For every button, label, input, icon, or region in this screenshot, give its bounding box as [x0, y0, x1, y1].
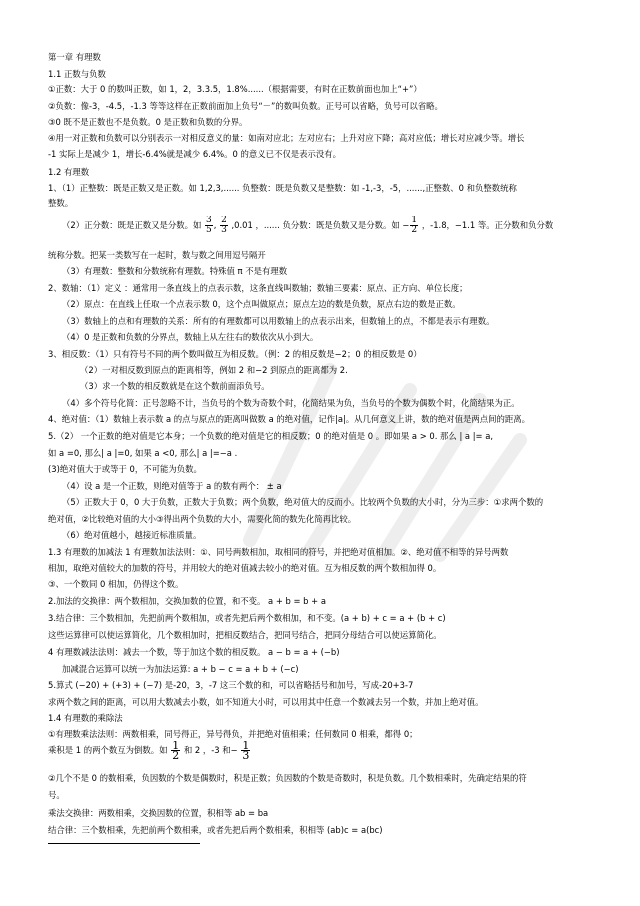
minus-sign: −	[402, 220, 410, 230]
text-line: 4、绝对值：（1）数轴上表示数 a 的点与原点的距离叫做数 a 的绝对值，记作|a|。从几何意义上讲，数的绝对值是两点间的距离。	[48, 414, 531, 424]
text-line: (3)绝对值大于或等于 0，不可能为负数。	[48, 464, 202, 474]
footnote-divider	[48, 843, 200, 844]
text-line: 1、（1）正整数：既是正数又是正数。如 1,2,3,...... 负整数：既是负数又是整数：如 -1,-3，-5，......,正整数、0 和负整数统称	[48, 183, 517, 193]
text-line: 2.加法的交换律：两个数相加，交换加数的位置，和不变。 a + b = b + a	[48, 596, 326, 606]
reciprocal-line	[48, 741, 622, 760]
text-line: （4）设 a 是一个正数，则绝对值等于 a 的数有两个： ± a	[62, 481, 282, 491]
text-line: （2）原点：在直线上任取一个点表示数 0，这个点叫做原点；原点左边的数是负数，原点右边的数是正数。	[62, 299, 461, 309]
text-line: 第一章 有理数	[48, 52, 101, 62]
text-line: （3）有理数：整数和分数统称有理数。特殊值 π 不是有理数	[62, 266, 288, 276]
fraction-denominator: 2	[411, 225, 418, 235]
text-line: 3.结合律：三个数相加，先把前两个数相加，或者先把后两个数相加，和不变。(a + b) + c = a + (b + c)	[48, 613, 446, 623]
text-line: 相加，取绝对值较大的加数的符号，并用较大的绝对值减去较小的绝对值。互为相反数的两个数相加得 0。	[48, 563, 442, 573]
text-line: （4）多个符号化简：正号忽略不计，当负号的个数为奇数个时，化简结果为负，当负号的个数为偶数个时，化简结果为正。	[62, 398, 520, 408]
text-line: ②几个不是 0 的数相乘，负因数的个数是偶数时，积是正数；负因数的个数是奇数时，积是负数。几个数相乘时，先确定结果的符	[48, 773, 527, 783]
text-line: 加减混合运算可以统一为加法运算: a + b − c = a + b + (−c)	[62, 664, 299, 674]
text-line: 乘法交换律：两数相乘，交换因数的位置，积相等 ab = ba	[48, 808, 269, 818]
fraction-1-3	[241, 741, 250, 760]
fraction-line-tail: ，-1.8，−1.1 等。正分数和负分数	[421, 220, 554, 230]
text-line: （3）求一个数的相反数就是在这个数前面添负号。	[80, 381, 270, 391]
fraction-numerator: 2	[221, 216, 227, 225]
fraction-1-2	[171, 741, 180, 760]
text-line: 如 a =0, 那么| a |=0, 如果 a <0, 那么| a |=−a .	[48, 448, 238, 458]
fraction-line-prefix: （2）正分数：既是正数又是分数。如	[62, 220, 202, 230]
text-line: 结合律：三个数相乘，先把前两个数相乘，或者先把后两个数相乘，积相等 (ab)c = a(bc)	[48, 825, 383, 835]
fraction-line-middle: ,0.01 ，...... 负分数：既是负数又是分数。如	[231, 220, 400, 230]
text-line: 整数。	[48, 198, 74, 208]
fraction-denominator: 2	[172, 749, 180, 760]
text-line: ③0 既不是正数也不是负数。0 是正数和负数的分界。	[48, 117, 248, 127]
fraction-denominator: 5	[206, 225, 212, 235]
text-line: -1 实际上是减少 1，增长-6.4%就是减少 6.4%。0 的意义已不仅是表示没有。	[48, 149, 341, 159]
fraction-numerator: 1	[411, 216, 418, 225]
fraction-numerator: 1	[172, 741, 180, 752]
reciprocal-prefix: 乘积是 1 的两个数互为倒数。如	[48, 745, 168, 755]
fraction-denominator: 3	[242, 749, 250, 760]
fraction-denominator: 3	[221, 225, 227, 235]
reciprocal-and: 和 2 ，-3 和−	[183, 745, 238, 755]
text-line: ③、一个数同 0 相加，仍得这个数。	[48, 579, 184, 589]
fraction-numerator: 1	[242, 741, 250, 752]
fraction-2-3	[220, 216, 228, 235]
text-line: （4）0 是正数和负数的分界点，数轴上从左往右的数依次从小到大。	[62, 332, 319, 342]
text-line: 4 有理数减法法则：减去一个数，等于加这个数的相反数。 a − b = a + (−b)	[48, 647, 340, 657]
text-line: 绝对值，②比较绝对值的大小③得出两个负数的大小，需要化简的数先化简再比较。	[48, 514, 357, 524]
text-line: （5）正数大于 0，0 大于负数，正数大于负数；两个负数，绝对值大的反而小。比较两个负数的大小时，分为三步：①求两个数的	[62, 497, 544, 507]
text-line: ①有理数乘法法则：两数相乘，同号得正，异号得负，并把绝对值相乘；任何数同 0 相乘，都得 0；	[48, 729, 418, 739]
fraction-numerator: 3	[206, 216, 212, 225]
text-line: ①正数：大于 0 的数叫正数，如 1，2，3.3.5，1.8%......（根据需要，有时在正数前面也加上“+”）	[48, 84, 422, 94]
fraction-1-2	[410, 216, 418, 235]
text-line: 1.1 正数与负数	[48, 69, 106, 79]
text-line: 3、相反数：（1）只有符号不同的两个数叫做互为相反数。（例：2 的相反数是−2；0 的相反数是 0）	[48, 349, 422, 359]
text-line: 2、数轴：（1）定义 ：通常用一条直线上的点表示数，这条直线叫数轴；数轴三要素：原点、正方向、单位长度；	[48, 283, 468, 293]
text-line: 1.4 有理数的乘除法	[48, 713, 123, 723]
text-line: （6）绝对值越小，越接近标准质量。	[62, 530, 202, 540]
text-line: ②负数：像-3，-4.5，-1.3 等等这样在正数前面加上负号“－”的数叫负数。正号可以省略，负号可以省略。	[48, 101, 443, 111]
text-line: ④用一对正数和负数可以分别表示一对相反意义的量：如南对应北；左对应右；上升对应下降；高对应低；增长对应减少等。增长	[48, 133, 525, 143]
fraction-3-5	[205, 216, 213, 235]
text-line: 5.算式 (−20) + (+3) + (−7) 是-20，3，-7 这三个数的和，可以省略括号和加号，写成-20+3-7	[48, 680, 414, 690]
text-line: 5.（2） 一个正数的绝对值是它本身；一个负数的绝对值是它的相反数；0 的绝对值是 0 。即如果 a > 0. 那么 | a |= a,	[48, 431, 494, 441]
positive-fraction-line: （2）正分数：既是正数又是分数。如 $\frac{3}{5}$ , $\frac{2}{3}$ ,0.01 ，...... 负分数：既是负数又是分数。如 − $\frac{1}{2}$ ，-1.8，−1.1 等。正分数和负分数	[62, 216, 554, 235]
text-line: 1.3 有理数的加减法 1 有理数加法法则：①、同号两数相加，取相同的符号，并把绝对值相加。②、绝对值不相等的异号两数	[48, 547, 509, 557]
text-line: 求两个数之间的距离，可以用大数减去小数，如不知道大小时，可以用其中任意一个数减去另一个数，并加上绝对值。	[48, 697, 484, 707]
text-line: 统称分数。把某一类数写在一起时，数与数之间用逗号隔开	[48, 250, 266, 260]
text-line: 号。	[48, 790, 65, 800]
text-line: （3）数轴上的点和有理数的关系：所有的有理数都可以用数轴上的点表示出来，但数轴上的点，不都是表示有理数。	[62, 316, 495, 326]
text-line: （2）一对相反数到原点的距离相等，例如 2 和−2 到原点的距离都为 2.	[80, 365, 348, 375]
text-line: 这些运算律可以使运算简化，几个数相加时，把相反数结合，把同号结合，把同分母结合可以使运算简化。	[48, 630, 442, 640]
text-line: 1.2 有理数	[48, 167, 90, 177]
